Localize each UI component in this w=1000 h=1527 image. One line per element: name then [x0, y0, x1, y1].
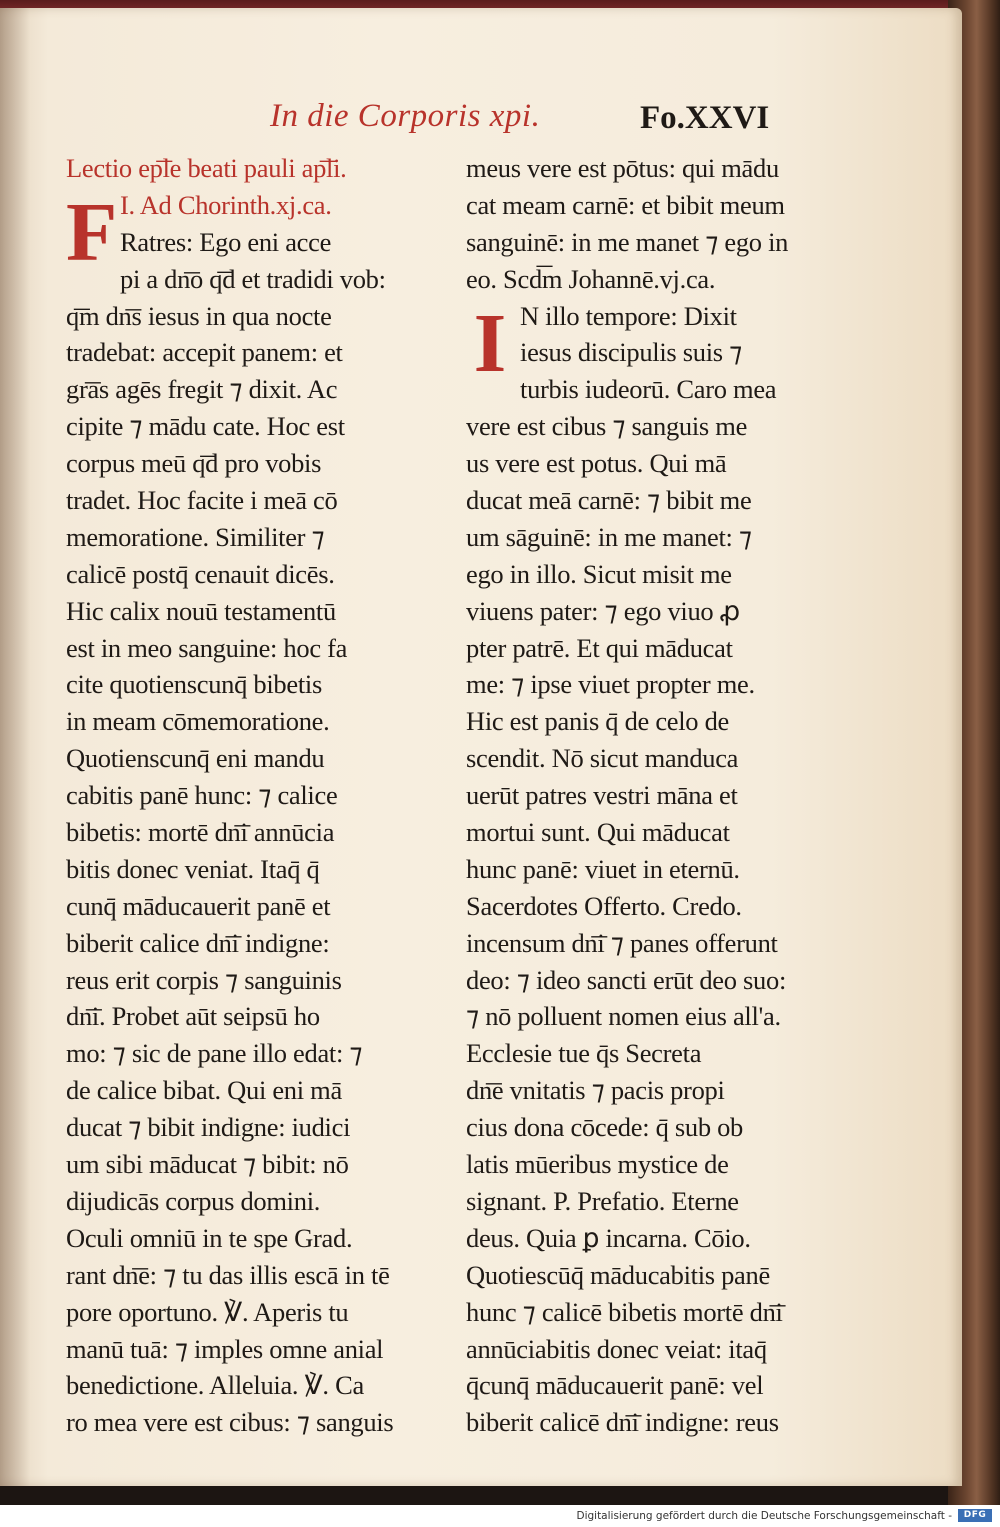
text-line: pi a dn͞o q͞d et tradidi vob:	[120, 263, 386, 294]
text-line: deo: ⁊ ideo sancti erūt deo suo:	[466, 964, 787, 995]
text-line: cunq̄ māducauerit panē et	[66, 890, 331, 921]
folio-number: Fo.XXVI	[640, 100, 770, 136]
right-text-column	[466, 150, 831, 1441]
text-line: Oculi omniū in te spe Grad.	[66, 1222, 353, 1253]
text-line: rant dn͞e: ⁊ tu das illis escā in tē	[66, 1259, 390, 1290]
text-line: cius dona cōcede: q̄ sub ob	[466, 1112, 743, 1143]
text-line: in meam cōmemoratione.	[66, 706, 330, 737]
text-line: latis mūeribus mystice de	[466, 1149, 729, 1180]
left-text-column	[66, 150, 431, 1441]
text-line: eo. Scd͞m Johannē.vj.ca.	[466, 263, 716, 294]
text-line: cipite ⁊ mādu cate. Hoc est	[66, 411, 345, 442]
text-line: Ecclesie tue q̄s Secreta	[466, 1038, 702, 1069]
text-line: ro mea vere est cibus: ⁊ sanguis	[66, 1407, 394, 1438]
text-line: est in meo sanguine: hoc fa	[66, 632, 348, 663]
text-line: deus. Quia ꝑ incarna. Cōio.	[466, 1222, 751, 1253]
text-line: meus vere est pōtus: qui mādu	[466, 153, 779, 183]
text-line: hunc ⁊ calicē bibetis mortē dn͞i	[466, 1296, 783, 1327]
text-line: biberit calice dn͞i indigne:	[66, 927, 330, 958]
text-line: turbis iudeorū. Caro mea	[520, 374, 777, 405]
text-line: reus erit corpis ⁊ sanguinis	[66, 964, 342, 995]
text-line: Sacerdotes Offerto. Credo.	[466, 890, 742, 921]
text-line: incensum dn͞i ⁊ panes offerunt	[466, 927, 778, 958]
text-line: ego in illo. Sicut misit me	[466, 558, 732, 589]
text-line: signant. P. Prefatio. Eterne	[466, 1185, 739, 1216]
rubric-line: Lectio ep͞le beati pauli ap͞li.	[66, 153, 347, 183]
text-line: ⁊ nō polluent nomen eius all'a.	[466, 1001, 781, 1032]
text-line: Quotiescūq̄ māducabitis panē	[466, 1259, 770, 1290]
text-line: iesus discipulis suis ⁊	[520, 337, 742, 368]
text-line: dn͞e vnitatis ⁊ pacis propi	[466, 1075, 725, 1106]
text-line: ducat meā carnē: ⁊ bibit me	[466, 485, 752, 516]
text-line: bitis donec veniat. Itaq̄ q̄	[66, 853, 320, 884]
text-line: gr͞as agēs fregit ⁊ dixit. Ac	[66, 374, 338, 405]
text-line: hunc panē: viuet in eternū.	[466, 853, 740, 884]
footer-bar	[0, 1505, 1000, 1527]
decorated-initial-I: I	[473, 296, 507, 390]
text-line: de calice bibat. Qui eni mā	[66, 1075, 342, 1106]
text-line: ducat ⁊ bibit indigne: iudici	[66, 1112, 351, 1143]
text-line: Hic calix nouū testamentū	[66, 595, 336, 626]
text-line: manū tuā: ⁊ imples omne anial	[66, 1333, 384, 1364]
text-line: tradet. Hoc facite i meā cō	[66, 485, 338, 516]
decorated-initial-F: F	[66, 185, 118, 279]
text-line: viuens pater: ⁊ ego viuo ꝓ	[466, 595, 740, 626]
text-line: q̄cunq̄ māducauerit panē: vel	[466, 1370, 764, 1401]
text-line: me: ⁊ ipse viuet propter me.	[466, 669, 755, 700]
text-line: um sibi māducat ⁊ bibit: nō	[66, 1149, 349, 1180]
text-line: sanguinē: in me manet ⁊ ego in	[466, 226, 789, 257]
text-line: scendit. Nō sicut manduca	[466, 743, 739, 774]
text-line: dn͞i. Probet aūt seipsū ho	[66, 1001, 320, 1032]
text-line: us vere est potus. Qui mā	[466, 448, 727, 479]
text-line: memoratione. Similiter ⁊	[66, 521, 325, 552]
text-line: q͞m dn͞s iesus in qua nocte	[66, 300, 332, 331]
dfg-logo: DFG	[958, 1509, 992, 1522]
text-line: benedictione. Alleluia. ℣. Ca	[66, 1370, 364, 1401]
text-line: dijudicās corpus domini.	[66, 1185, 321, 1216]
text-line: cabitis panē hunc: ⁊ calice	[66, 780, 338, 811]
text-line: bibetis: mortē dn͞i annūcia	[66, 817, 335, 848]
text-line: mortui sunt. Qui māducat	[466, 817, 730, 848]
gutter-shadow	[0, 8, 30, 1486]
rubric-line: I. Ad Chorinth.xj.ca.	[120, 189, 332, 220]
running-title: In die Corporis xpi.	[270, 98, 541, 134]
text-line: pter patrē. Et qui māducat	[466, 632, 733, 663]
text-line: uerūt patres vestri māna et	[466, 780, 738, 811]
text-line: corpus meū q͞d pro vobis	[66, 448, 322, 479]
text-line: Hic est panis q̄ de celo de	[466, 706, 729, 737]
text-line: tradebat: accepit panem: et	[66, 337, 343, 368]
text-line: cat meam carnē: et bibit meum	[466, 189, 785, 220]
text-line: mo: ⁊ sic de pane illo edat: ⁊	[66, 1038, 363, 1069]
text-line: pore oportuno. ℣. Aperis tu	[66, 1296, 349, 1327]
funding-credit: Digitalisierung gefördert durch die Deutsche Forschungsgemeinschaft -	[576, 1510, 952, 1522]
text-line: calicē postq̄ cenauit dicēs.	[66, 558, 335, 589]
text-line: N illo tempore: Dixit	[520, 300, 737, 331]
text-line: um sāguinē: in me manet: ⁊	[466, 521, 752, 552]
text-line: vere est cibus ⁊ sanguis me	[466, 411, 748, 442]
text-line: Ratres: Ego eni acce	[120, 226, 332, 257]
text-line: Quotienscunq̄ eni mandu	[66, 743, 325, 774]
text-line: annūciabitis donec veiat: itaq̄	[466, 1333, 767, 1364]
text-line: biberit calicē dn͞i indigne: reus	[466, 1407, 779, 1438]
text-line: cite quotienscunq̄ bibetis	[66, 669, 322, 700]
